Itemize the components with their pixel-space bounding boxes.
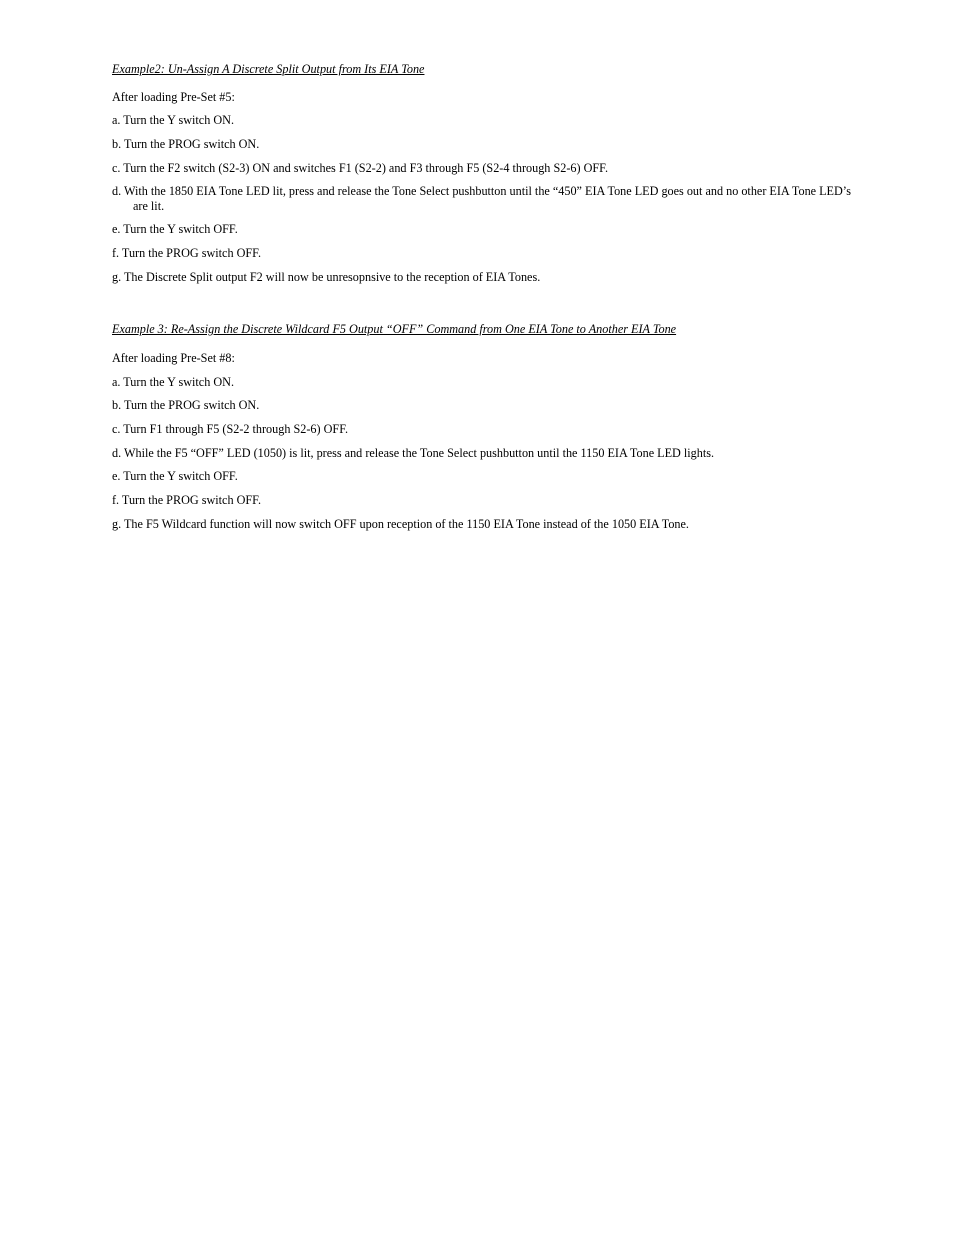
example3-intro: After loading Pre-Set #8:: [112, 351, 235, 365]
example3-step-a: a. Turn the Y switch ON.: [112, 375, 234, 389]
example3-heading: Example 3: Re-Assign the Discrete Wildcard F5 Output “OFF” Command from One EIA Tone to Another EIA Tone: [112, 322, 677, 336]
example2-step-a: a. Turn the Y switch ON.: [112, 113, 234, 127]
example2-heading: Example2: Un-Assign A Discrete Split Output from Its EIA Tone: [112, 62, 425, 76]
example3-step-e: e. Turn the Y switch OFF.: [112, 469, 238, 483]
example3-step-c: c. Turn F1 through F5 (S2-2 through S2-6) OFF.: [112, 422, 349, 436]
example2-step-d: d. With the 1850 EIA Tone LED lit, press and release the Tone Select pushbutton until the “450” EIA Tone LED goes out and no other EIA Tone LED’s are lit.: [112, 184, 851, 213]
example2-step-c: c. Turn the F2 switch (S2-3) ON and switches F1 (S2-2) and F3 through F5 (S2-4 through S2-6) OFF.: [112, 161, 609, 175]
example2-step-e: e. Turn the Y switch OFF.: [112, 222, 238, 236]
example3-step-f: f. Turn the PROG switch OFF.: [112, 493, 262, 507]
example3-step-g: g. The F5 Wildcard function will now switch OFF upon reception of the 1150 EIA Tone instead of the 1050 EIA Tone.: [112, 517, 689, 531]
example3-step-b: b. Turn the PROG switch ON.: [112, 398, 260, 412]
example3-step-d: d. While the F5 “OFF” LED (1050) is lit, press and release the Tone Select pushbutton until the 1150 EIA Tone LED lights.: [112, 446, 715, 460]
example2-step-b: b. Turn the PROG switch ON.: [112, 137, 260, 151]
example2-intro: After loading Pre-Set #5:: [112, 90, 235, 104]
example2-step-f: f. Turn the PROG switch OFF.: [112, 246, 262, 260]
example2-step-g: g. The Discrete Split output F2 will now be unresopnsive to the reception of EIA Tones.: [112, 270, 541, 284]
